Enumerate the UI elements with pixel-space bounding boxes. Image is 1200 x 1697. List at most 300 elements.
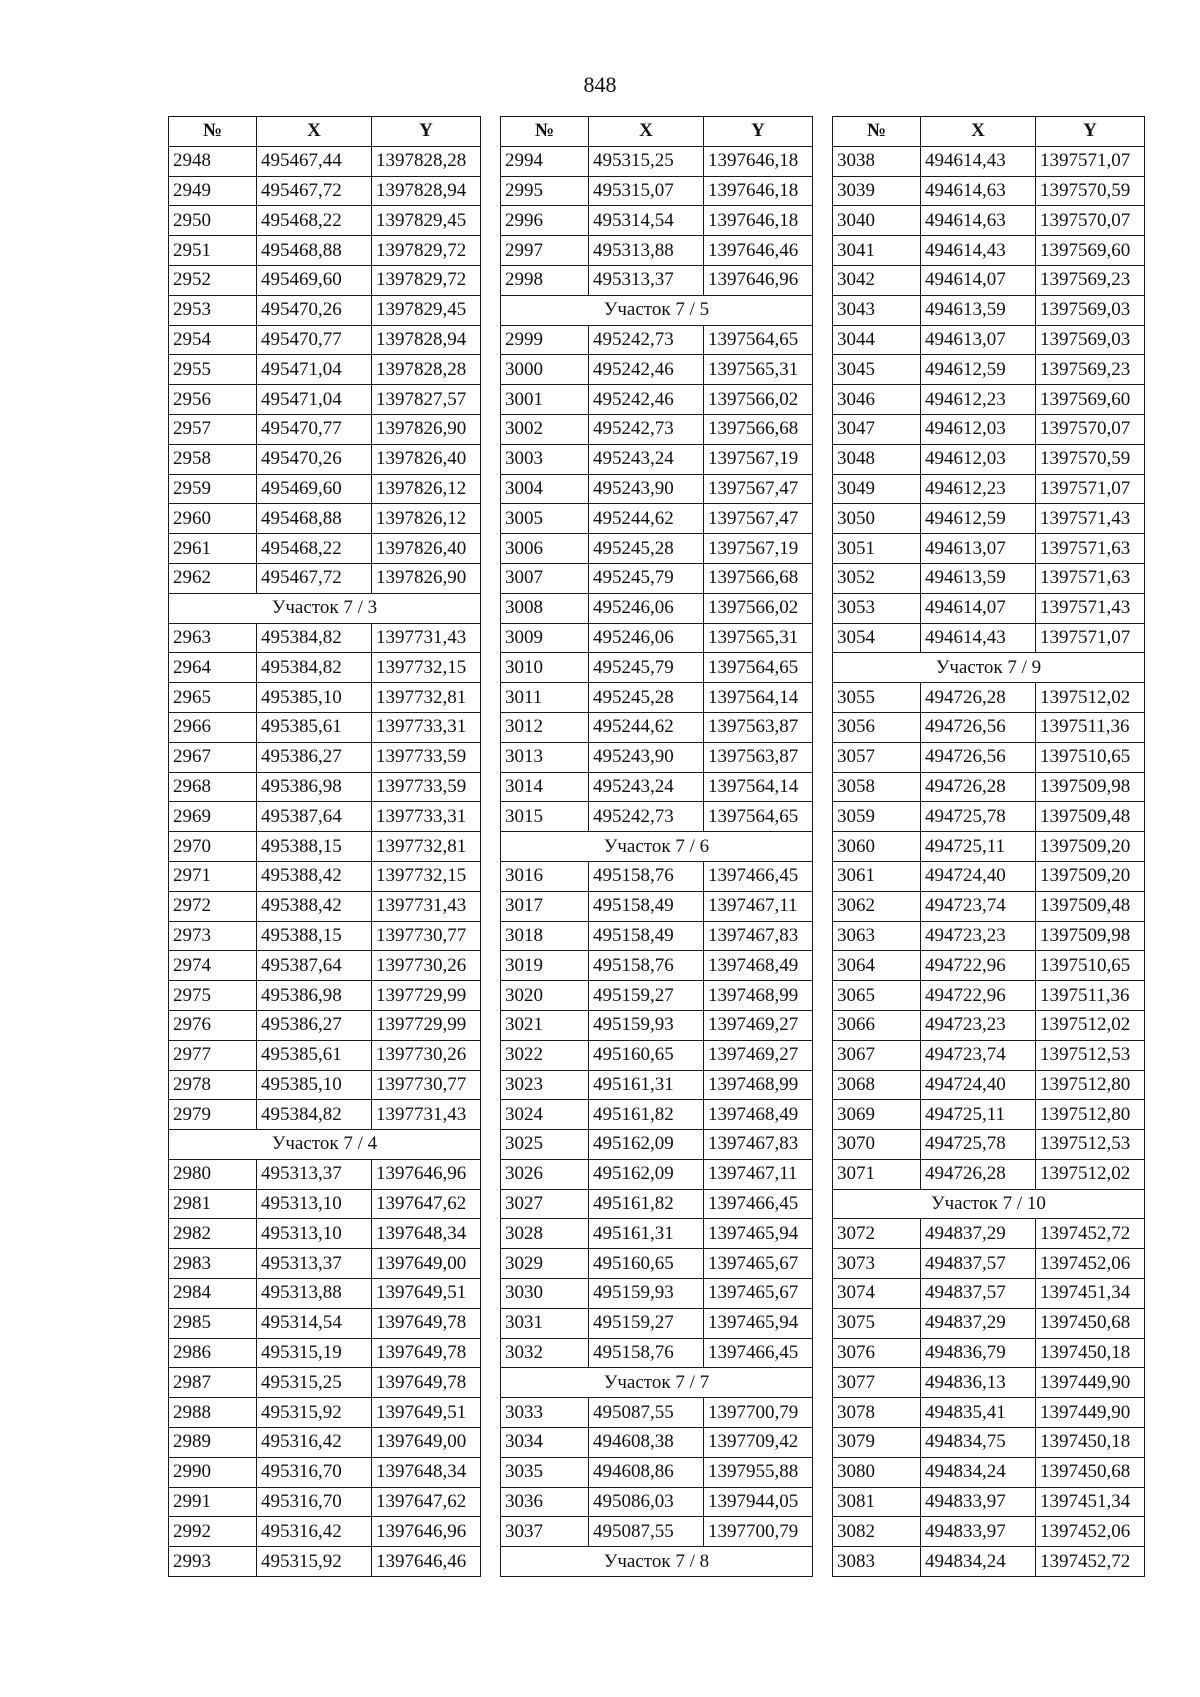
table-row	[501, 504, 813, 534]
y-coordinate-cell: 1397565,31	[704, 623, 813, 653]
point-number-cell: 2979	[169, 1100, 257, 1130]
y-coordinate-cell: 1397955,88	[704, 1457, 813, 1487]
table-row	[501, 683, 813, 713]
section-title: Участок 7 / 3	[169, 593, 481, 623]
x-coordinate-cell: 494837,29	[921, 1308, 1036, 1338]
y-coordinate-cell: 1397509,48	[1036, 891, 1145, 921]
point-number-cell: 2973	[169, 921, 257, 951]
table-row	[833, 1398, 1145, 1428]
x-coordinate-cell: 494613,07	[921, 534, 1036, 564]
x-coordinate-cell: 495470,77	[257, 414, 372, 444]
y-coordinate-cell: 1397570,07	[1036, 206, 1145, 236]
table-row	[501, 1487, 813, 1517]
x-coordinate-cell: 495471,04	[257, 355, 372, 385]
y-coordinate-cell: 1397646,96	[372, 1517, 481, 1547]
point-number-cell: 3082	[833, 1517, 921, 1547]
y-coordinate-cell: 1397465,67	[704, 1249, 813, 1279]
y-coordinate-cell: 1397509,98	[1036, 921, 1145, 951]
table-row	[169, 1100, 481, 1130]
x-coordinate-cell: 495313,10	[257, 1189, 372, 1219]
y-coordinate-cell: 1397571,63	[1036, 563, 1145, 593]
point-number-cell: 3067	[833, 1040, 921, 1070]
table-row	[501, 1308, 813, 1338]
x-coordinate-cell: 495160,65	[589, 1249, 704, 1279]
table-header-row	[501, 117, 813, 147]
table-row	[833, 295, 1145, 325]
y-coordinate-cell: 1397567,19	[704, 444, 813, 474]
section-title: Участок 7 / 5	[501, 295, 813, 325]
y-coordinate-cell: 1397452,72	[1036, 1219, 1145, 1249]
y-coordinate-cell: 1397563,87	[704, 742, 813, 772]
point-number-cell: 3042	[833, 265, 921, 295]
table-row	[501, 772, 813, 802]
x-coordinate-cell: 494834,24	[921, 1457, 1036, 1487]
point-number-cell: 3009	[501, 623, 589, 653]
point-number-cell: 2971	[169, 861, 257, 891]
x-coordinate-cell: 495387,64	[257, 802, 372, 832]
x-coordinate-cell: 494726,56	[921, 742, 1036, 772]
y-coordinate-cell: 1397510,65	[1036, 951, 1145, 981]
x-coordinate-cell: 494834,75	[921, 1428, 1036, 1458]
x-coordinate-cell: 494612,23	[921, 474, 1036, 504]
x-coordinate-cell: 495313,37	[257, 1249, 372, 1279]
table-row	[833, 1040, 1145, 1070]
y-coordinate-cell: 1397565,31	[704, 355, 813, 385]
x-coordinate-cell: 495468,88	[257, 504, 372, 534]
y-coordinate-cell: 1397511,36	[1036, 712, 1145, 742]
point-number-cell: 3052	[833, 563, 921, 593]
point-number-cell: 2972	[169, 891, 257, 921]
x-coordinate-cell: 495242,46	[589, 355, 704, 385]
x-coordinate-cell: 495316,70	[257, 1487, 372, 1517]
point-number-cell: 3044	[833, 325, 921, 355]
y-coordinate-cell: 1397467,11	[704, 891, 813, 921]
x-coordinate-cell: 495384,82	[257, 623, 372, 653]
table-row	[833, 623, 1145, 653]
y-coordinate-cell: 1397564,65	[704, 802, 813, 832]
table-row	[833, 146, 1145, 176]
y-coordinate-cell: 1397569,60	[1036, 385, 1145, 415]
table-row	[169, 861, 481, 891]
x-coordinate-cell: 495314,54	[589, 206, 704, 236]
point-number-cell: 2955	[169, 355, 257, 385]
x-coordinate-cell: 495161,82	[589, 1189, 704, 1219]
x-coordinate-cell: 495316,70	[257, 1457, 372, 1487]
point-number-cell: 3038	[833, 146, 921, 176]
point-number-cell: 3056	[833, 712, 921, 742]
point-number-cell: 3057	[833, 742, 921, 772]
point-number-cell: 3025	[501, 1130, 589, 1160]
header-x: X	[921, 117, 1036, 147]
x-coordinate-cell: 495315,25	[589, 146, 704, 176]
point-number-cell: 2951	[169, 236, 257, 266]
point-number-cell: 3016	[501, 861, 589, 891]
x-coordinate-cell: 495242,73	[589, 414, 704, 444]
y-coordinate-cell: 1397649,51	[372, 1279, 481, 1309]
point-number-cell: 3005	[501, 504, 589, 534]
point-number-cell: 3053	[833, 593, 921, 623]
point-number-cell: 2962	[169, 563, 257, 593]
y-coordinate-cell: 1397452,06	[1036, 1249, 1145, 1279]
y-coordinate-cell: 1397466,45	[704, 1338, 813, 1368]
table-row	[501, 444, 813, 474]
table-row	[833, 236, 1145, 266]
x-coordinate-cell: 495388,15	[257, 832, 372, 862]
point-number-cell: 2999	[501, 325, 589, 355]
y-coordinate-cell: 1397571,07	[1036, 146, 1145, 176]
table-row	[833, 683, 1145, 713]
y-coordinate-cell: 1397450,68	[1036, 1308, 1145, 1338]
table-row	[833, 1010, 1145, 1040]
x-coordinate-cell: 495384,82	[257, 653, 372, 683]
x-coordinate-cell: 495467,72	[257, 176, 372, 206]
table-row	[169, 623, 481, 653]
coordinate-table-2	[500, 116, 813, 1577]
table-row	[501, 1189, 813, 1219]
y-coordinate-cell: 1397570,59	[1036, 444, 1145, 474]
table-row	[169, 951, 481, 981]
x-coordinate-cell: 495467,44	[257, 146, 372, 176]
x-coordinate-cell: 495161,31	[589, 1219, 704, 1249]
y-coordinate-cell: 1397509,98	[1036, 772, 1145, 802]
table-row	[169, 1070, 481, 1100]
table-row	[501, 653, 813, 683]
y-coordinate-cell: 1397466,45	[704, 1189, 813, 1219]
section-row	[501, 1547, 813, 1577]
x-coordinate-cell: 495245,28	[589, 683, 704, 713]
point-number-cell: 3006	[501, 534, 589, 564]
section-row	[833, 653, 1145, 683]
x-coordinate-cell: 494836,79	[921, 1338, 1036, 1368]
section-title: Участок 7 / 9	[833, 653, 1145, 683]
point-number-cell: 2956	[169, 385, 257, 415]
point-number-cell: 3014	[501, 772, 589, 802]
point-number-cell: 3010	[501, 653, 589, 683]
table-row	[501, 623, 813, 653]
x-coordinate-cell: 495316,42	[257, 1428, 372, 1458]
y-coordinate-cell: 1397648,34	[372, 1219, 481, 1249]
point-number-cell: 2975	[169, 981, 257, 1011]
point-number-cell: 2990	[169, 1457, 257, 1487]
point-number-cell: 2994	[501, 146, 589, 176]
table-row	[169, 772, 481, 802]
point-number-cell: 3077	[833, 1368, 921, 1398]
x-coordinate-cell: 494725,11	[921, 832, 1036, 862]
y-coordinate-cell: 1397566,02	[704, 593, 813, 623]
section-title: Участок 7 / 8	[501, 1547, 813, 1577]
header-y: Y	[704, 117, 813, 147]
table-row	[833, 414, 1145, 444]
x-coordinate-cell: 494614,43	[921, 236, 1036, 266]
point-number-cell: 2960	[169, 504, 257, 534]
y-coordinate-cell: 1397733,59	[372, 742, 481, 772]
x-coordinate-cell: 495242,73	[589, 802, 704, 832]
section-row	[501, 295, 813, 325]
y-coordinate-cell: 1397647,62	[372, 1189, 481, 1219]
point-number-cell: 3000	[501, 355, 589, 385]
y-coordinate-cell: 1397571,63	[1036, 534, 1145, 564]
x-coordinate-cell: 494723,23	[921, 921, 1036, 951]
x-coordinate-cell: 494722,96	[921, 981, 1036, 1011]
x-coordinate-cell: 495469,60	[257, 265, 372, 295]
y-coordinate-cell: 1397512,53	[1036, 1130, 1145, 1160]
y-coordinate-cell: 1397828,94	[372, 325, 481, 355]
y-coordinate-cell: 1397567,47	[704, 504, 813, 534]
point-number-cell: 2993	[169, 1547, 257, 1577]
x-coordinate-cell: 495244,62	[589, 712, 704, 742]
point-number-cell: 3076	[833, 1338, 921, 1368]
page-number: 848	[583, 72, 617, 97]
table-row	[833, 1308, 1145, 1338]
y-coordinate-cell: 1397564,14	[704, 772, 813, 802]
table-row	[833, 1070, 1145, 1100]
x-coordinate-cell: 495384,82	[257, 1100, 372, 1130]
point-number-cell: 2957	[169, 414, 257, 444]
y-coordinate-cell: 1397571,43	[1036, 593, 1145, 623]
x-coordinate-cell: 495242,46	[589, 385, 704, 415]
y-coordinate-cell: 1397465,67	[704, 1279, 813, 1309]
x-coordinate-cell: 494614,07	[921, 265, 1036, 295]
y-coordinate-cell: 1397452,06	[1036, 1517, 1145, 1547]
x-coordinate-cell: 494608,38	[589, 1428, 704, 1458]
x-coordinate-cell: 495087,55	[589, 1517, 704, 1547]
point-number-cell: 3062	[833, 891, 921, 921]
point-number-cell: 2997	[501, 236, 589, 266]
point-number-cell: 3066	[833, 1010, 921, 1040]
x-coordinate-cell: 495158,76	[589, 861, 704, 891]
point-number-cell: 3026	[501, 1159, 589, 1189]
x-coordinate-cell: 495160,65	[589, 1040, 704, 1070]
x-coordinate-cell: 495388,15	[257, 921, 372, 951]
table-row	[501, 802, 813, 832]
table-row	[501, 474, 813, 504]
table-row	[833, 1100, 1145, 1130]
table-row	[501, 1010, 813, 1040]
table-row	[169, 444, 481, 474]
table-row	[169, 1249, 481, 1279]
x-coordinate-cell: 495246,06	[589, 623, 704, 653]
point-number-cell: 3055	[833, 683, 921, 713]
header-number: №	[501, 117, 589, 147]
point-number-cell: 3075	[833, 1308, 921, 1338]
table-row	[501, 981, 813, 1011]
point-number-cell: 2976	[169, 1010, 257, 1040]
table-row	[833, 832, 1145, 862]
x-coordinate-cell: 494612,59	[921, 355, 1036, 385]
point-number-cell: 2982	[169, 1219, 257, 1249]
y-coordinate-cell: 1397649,00	[372, 1428, 481, 1458]
x-coordinate-cell: 495313,37	[257, 1159, 372, 1189]
point-number-cell: 3022	[501, 1040, 589, 1070]
point-number-cell: 3070	[833, 1130, 921, 1160]
y-coordinate-cell: 1397564,14	[704, 683, 813, 713]
x-coordinate-cell: 495086,03	[589, 1487, 704, 1517]
x-coordinate-cell: 495158,76	[589, 1338, 704, 1368]
y-coordinate-cell: 1397829,72	[372, 236, 481, 266]
table-row	[169, 534, 481, 564]
table-row	[169, 1517, 481, 1547]
x-coordinate-cell: 494837,57	[921, 1279, 1036, 1309]
table-row	[501, 712, 813, 742]
section-row	[501, 832, 813, 862]
point-number-cell: 3028	[501, 1219, 589, 1249]
table-row	[833, 802, 1145, 832]
x-coordinate-cell: 495386,98	[257, 772, 372, 802]
point-number-cell: 2958	[169, 444, 257, 474]
x-coordinate-cell: 495386,27	[257, 1010, 372, 1040]
y-coordinate-cell: 1397700,79	[704, 1398, 813, 1428]
table-row	[833, 1487, 1145, 1517]
table-row	[169, 1398, 481, 1428]
x-coordinate-cell: 495242,73	[589, 325, 704, 355]
x-coordinate-cell: 494725,78	[921, 802, 1036, 832]
table-row	[833, 772, 1145, 802]
y-coordinate-cell: 1397648,34	[372, 1457, 481, 1487]
x-coordinate-cell: 494834,24	[921, 1547, 1036, 1577]
point-number-cell: 3020	[501, 981, 589, 1011]
table-row	[501, 593, 813, 623]
table-row	[169, 504, 481, 534]
point-number-cell: 3046	[833, 385, 921, 415]
point-number-cell: 2978	[169, 1070, 257, 1100]
y-coordinate-cell: 1397569,60	[1036, 236, 1145, 266]
y-coordinate-cell: 1397729,99	[372, 981, 481, 1011]
x-coordinate-cell: 494723,23	[921, 1010, 1036, 1040]
table-row	[833, 742, 1145, 772]
x-coordinate-cell: 495244,62	[589, 504, 704, 534]
y-coordinate-cell: 1397731,43	[372, 1100, 481, 1130]
point-number-cell: 2986	[169, 1338, 257, 1368]
y-coordinate-cell: 1397828,28	[372, 355, 481, 385]
point-number-cell: 3074	[833, 1279, 921, 1309]
point-number-cell: 2991	[169, 1487, 257, 1517]
table-row	[501, 146, 813, 176]
x-coordinate-cell: 495388,42	[257, 861, 372, 891]
header-x: X	[257, 117, 372, 147]
y-coordinate-cell: 1397828,28	[372, 146, 481, 176]
y-coordinate-cell: 1397571,43	[1036, 504, 1145, 534]
y-coordinate-cell: 1397944,05	[704, 1487, 813, 1517]
y-coordinate-cell: 1397512,02	[1036, 1010, 1145, 1040]
table-row	[169, 742, 481, 772]
table-header-row	[833, 117, 1145, 147]
x-coordinate-cell: 494726,28	[921, 1159, 1036, 1189]
point-number-cell: 2963	[169, 623, 257, 653]
x-coordinate-cell: 494726,28	[921, 683, 1036, 713]
table-row	[833, 385, 1145, 415]
y-coordinate-cell: 1397828,94	[372, 176, 481, 206]
x-coordinate-cell: 495243,90	[589, 474, 704, 504]
x-coordinate-cell: 495470,26	[257, 444, 372, 474]
table-row	[501, 563, 813, 593]
y-coordinate-cell: 1397512,80	[1036, 1070, 1145, 1100]
point-number-cell: 2967	[169, 742, 257, 772]
point-number-cell: 2995	[501, 176, 589, 206]
point-number-cell: 2977	[169, 1040, 257, 1070]
y-coordinate-cell: 1397468,49	[704, 951, 813, 981]
point-number-cell: 2965	[169, 683, 257, 713]
table-row	[169, 683, 481, 713]
section-row	[501, 1368, 813, 1398]
y-coordinate-cell: 1397826,40	[372, 444, 481, 474]
point-number-cell: 3002	[501, 414, 589, 444]
x-coordinate-cell: 495385,61	[257, 712, 372, 742]
table-row	[169, 802, 481, 832]
table-row	[833, 1338, 1145, 1368]
y-coordinate-cell: 1397566,68	[704, 414, 813, 444]
table-row	[169, 1159, 481, 1189]
section-title: Участок 7 / 6	[501, 832, 813, 862]
point-number-cell: 3065	[833, 981, 921, 1011]
y-coordinate-cell: 1397733,31	[372, 712, 481, 742]
table-row	[169, 385, 481, 415]
y-coordinate-cell: 1397731,43	[372, 623, 481, 653]
table-row	[833, 1159, 1145, 1189]
y-coordinate-cell: 1397469,27	[704, 1040, 813, 1070]
table-row	[501, 1428, 813, 1458]
table-row	[501, 1159, 813, 1189]
y-coordinate-cell: 1397466,45	[704, 861, 813, 891]
x-coordinate-cell: 495313,37	[589, 265, 704, 295]
x-coordinate-cell: 494612,23	[921, 385, 1036, 415]
table-row	[833, 474, 1145, 504]
x-coordinate-cell: 494837,29	[921, 1219, 1036, 1249]
y-coordinate-cell: 1397730,26	[372, 951, 481, 981]
table-row	[169, 921, 481, 951]
y-coordinate-cell: 1397646,46	[372, 1547, 481, 1577]
x-coordinate-cell: 495468,22	[257, 206, 372, 236]
y-coordinate-cell: 1397649,51	[372, 1398, 481, 1428]
y-coordinate-cell: 1397647,62	[372, 1487, 481, 1517]
point-number-cell: 2985	[169, 1308, 257, 1338]
table-row	[833, 176, 1145, 206]
y-coordinate-cell: 1397646,18	[704, 176, 813, 206]
point-number-cell: 3032	[501, 1338, 589, 1368]
x-coordinate-cell: 494836,13	[921, 1368, 1036, 1398]
y-coordinate-cell: 1397826,90	[372, 414, 481, 444]
x-coordinate-cell: 495158,49	[589, 891, 704, 921]
table-row	[501, 951, 813, 981]
coordinate-table-1	[168, 116, 481, 1577]
x-coordinate-cell: 494833,97	[921, 1487, 1036, 1517]
y-coordinate-cell: 1397829,72	[372, 265, 481, 295]
y-coordinate-cell: 1397732,15	[372, 653, 481, 683]
table-row	[833, 265, 1145, 295]
y-coordinate-cell: 1397646,18	[704, 206, 813, 236]
table-row	[501, 534, 813, 564]
x-coordinate-cell: 494614,63	[921, 206, 1036, 236]
y-coordinate-cell: 1397733,31	[372, 802, 481, 832]
point-number-cell: 3037	[501, 1517, 589, 1547]
point-number-cell: 3071	[833, 1159, 921, 1189]
y-coordinate-cell: 1397467,83	[704, 1130, 813, 1160]
y-coordinate-cell: 1397564,65	[704, 653, 813, 683]
table-row	[833, 1279, 1145, 1309]
x-coordinate-cell: 494613,59	[921, 563, 1036, 593]
table-row	[169, 1547, 481, 1577]
x-coordinate-cell: 495385,10	[257, 1070, 372, 1100]
point-number-cell: 2948	[169, 146, 257, 176]
point-number-cell: 3019	[501, 951, 589, 981]
x-coordinate-cell: 494724,40	[921, 1070, 1036, 1100]
table-row	[501, 742, 813, 772]
x-coordinate-cell: 494613,07	[921, 325, 1036, 355]
table-row	[833, 951, 1145, 981]
y-coordinate-cell: 1397733,59	[372, 772, 481, 802]
y-coordinate-cell: 1397646,18	[704, 146, 813, 176]
y-coordinate-cell: 1397567,47	[704, 474, 813, 504]
x-coordinate-cell: 495313,88	[257, 1279, 372, 1309]
